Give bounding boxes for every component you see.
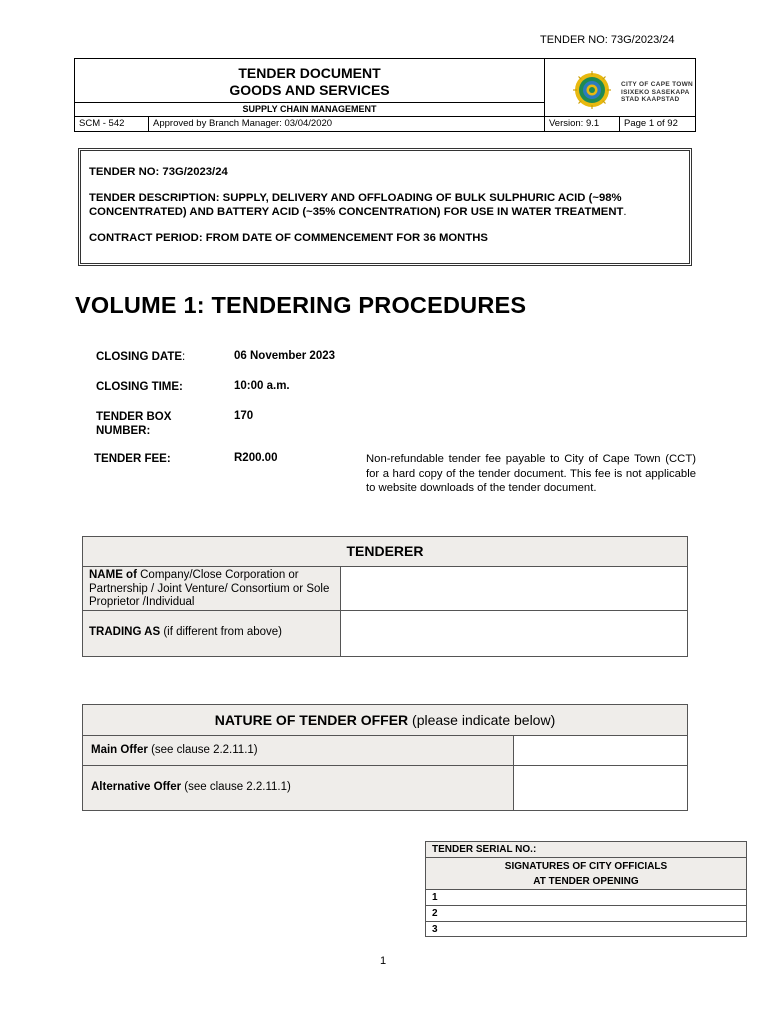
serial-number-label: TENDER SERIAL NO.:: [426, 842, 746, 858]
page-count: Page 1 of 92: [624, 118, 678, 129]
closing-time-label: CLOSING TIME:: [96, 381, 183, 393]
tender-box-value: 170: [234, 410, 254, 422]
volume-title: VOLUME 1: TENDERING PROCEDURES: [75, 292, 527, 318]
closing-time-value: 10:00 a.m.: [234, 380, 290, 392]
scm-code: SCM - 542: [75, 117, 149, 132]
tender-serial-table: [425, 841, 747, 937]
doc-title: TENDER DOCUMENT: [238, 65, 381, 81]
tenderer-table: [82, 536, 688, 657]
page-tender-number: TENDER NO: 73G/2023/24: [540, 34, 675, 46]
tender-summary-box: [78, 148, 692, 266]
tender-description: TENDER DESCRIPTION: SUPPLY, DELIVERY AND OFFLOADING OF BULK SULPHURIC ACID (~98% CONCENTRATED) AND BATTERY ACID (~35% CONCENTRATION) FOR USE IN WATER TREATMENT.: [89, 192, 627, 218]
version: Version: 9.1: [545, 117, 620, 132]
city-logo: [545, 59, 695, 117]
main-offer-field[interactable]: [514, 736, 687, 765]
page-number: 1: [380, 955, 387, 967]
title-cell: [75, 59, 545, 103]
scm-label: SUPPLY CHAIN MANAGEMENT: [75, 103, 545, 117]
city-emblem-icon: [573, 71, 611, 109]
signature-row[interactable]: 3: [432, 924, 438, 935]
closing-date-label: CLOSING DATE:: [96, 351, 186, 363]
document-header: [74, 58, 696, 132]
tender-number: TENDER NO: 73G/2023/24: [89, 166, 228, 178]
alternative-offer-label: Alternative Offer (see clause 2.2.11.1): [83, 766, 513, 810]
closing-date-value: 06 November 2023: [234, 350, 336, 362]
main-offer-label: Main Offer (see clause 2.2.11.1): [83, 736, 513, 765]
tender-box-label: TENDER BOX NUMBER:: [96, 411, 172, 437]
tender-fee-note: Non-refundable tender fee payable to City of Cape Town (CCT) for a hard copy of the tender document. This fee is not applicable to website downloads of the tender document.: [366, 453, 696, 494]
company-name-label: NAME of Company/Close Corporation or Partnership / Joint Venture/ Consortium or Sole Proprietor /Individual: [83, 567, 340, 610]
trading-as-label: TRADING AS (if different from above): [83, 611, 340, 656]
trading-as-field[interactable]: [341, 611, 687, 656]
tender-fee-label: TENDER FEE:: [94, 453, 171, 465]
tenderer-heading: TENDERER: [83, 537, 687, 567]
tender-offer-table: [82, 704, 688, 811]
approval-date: Approved by Branch Manager: 03/04/2020: [149, 117, 545, 132]
contract-period: CONTRACT PERIOD: FROM DATE OF COMMENCEMENT FOR 36 MONTHS: [89, 232, 488, 244]
signature-row[interactable]: 2: [426, 906, 746, 922]
alternative-offer-field[interactable]: [514, 766, 687, 810]
company-name-field[interactable]: [341, 567, 687, 610]
tender-offer-heading: NATURE OF TENDER OFFER (please indicate below): [83, 705, 687, 736]
logo-text: CITY OF CAPE TOWN ISIXEKO SASEKAPA STAD KAAPSTAD: [621, 81, 694, 103]
doc-subtitle: GOODS AND SERVICES: [229, 82, 390, 98]
signatures-heading: SIGNATURES OF CITY OFFICIALS AT TENDER OPENING: [426, 858, 746, 890]
tender-fee-value: R200.00: [234, 452, 278, 464]
signature-row[interactable]: 1: [426, 890, 746, 906]
header-meta-row: [75, 117, 695, 132]
